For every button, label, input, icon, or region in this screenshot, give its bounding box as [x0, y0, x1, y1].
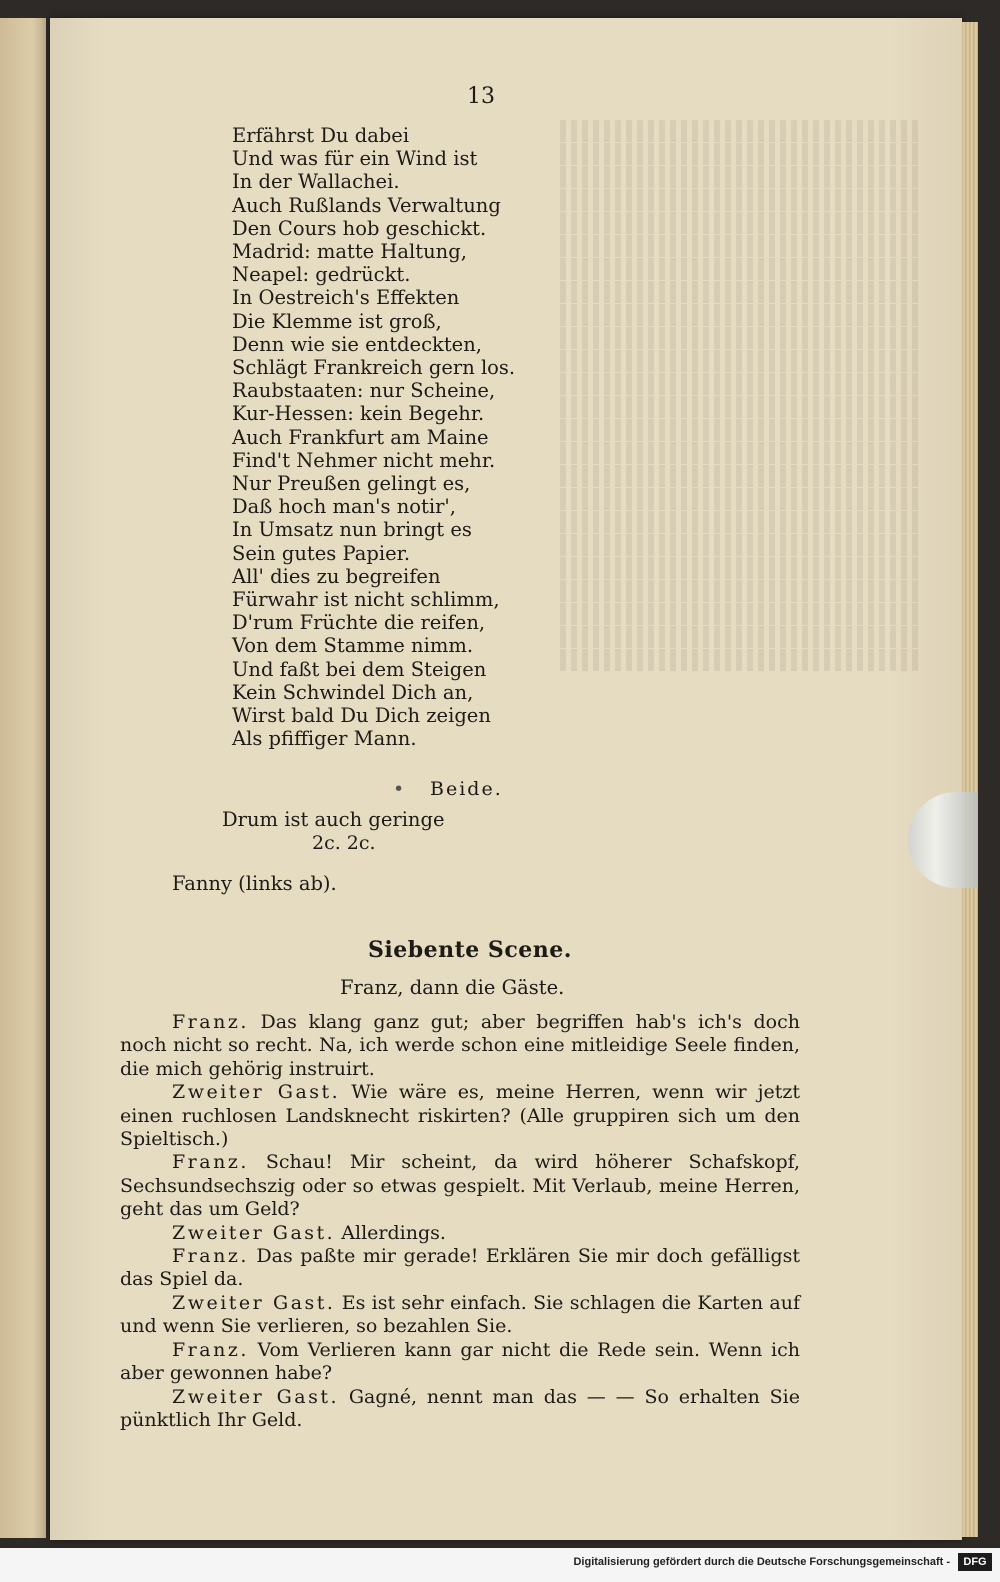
verse-line: Den Cours hob geschickt. — [232, 216, 487, 240]
verse-line: D'rum Früchte die reifen, — [232, 611, 486, 635]
verse-line: Wirst bald Du Dich zeigen — [232, 704, 491, 728]
stage-direction-exit: Fanny (links ab). — [172, 872, 337, 895]
verse-line: Kein Schwindel Dich an, — [232, 680, 474, 704]
refrain-etc: 2c. 2c. — [312, 832, 376, 854]
speech-text: Das paßte mir gerade! Erklären Sie mir doch gefälligst das Spiel da. — [120, 1245, 800, 1291]
dialogue-paragraph — [120, 1339, 800, 1386]
footer-credit: Digitalisierung gefördert durch die Deutsche Forschungsgemeinschaft - — [573, 1556, 950, 1568]
dialogue-paragraph — [120, 1222, 800, 1245]
speaker-name: Franz. — [172, 1245, 249, 1268]
verse-line: Von dem Stamme nimm. — [232, 634, 474, 658]
speech-text: Schau! Mir scheint, da wird höherer Schafskopf, Sechsundsechszig oder so etwas gespielt. Mit Verlaub, meine Herren, geht das um Geld? — [120, 1151, 800, 1221]
speaker-name: Franz. — [172, 1338, 249, 1361]
verse-line: All' dies zu begreifen — [232, 564, 441, 588]
verse-line: In der Wallachei. — [232, 170, 400, 194]
dfg-logo: DFG — [958, 1553, 992, 1571]
speaker-name: Franz. — [172, 1011, 249, 1033]
speaker-name: Franz. — [172, 1151, 249, 1174]
speaker-name: Zweiter Gast. — [172, 1221, 336, 1244]
speech-text: Es ist sehr einfach. Sie schlagen die Karten auf und wenn Sie verlieren, so bezahlen Sie. — [120, 1291, 800, 1338]
verse-line: Fürwahr ist nicht schlimm, — [232, 588, 500, 612]
verse-line: Und was für ein Wind ist — [232, 147, 478, 171]
left-page-edge — [0, 18, 46, 1538]
verse-line: Kur-Hessen: kein Begehr. — [232, 402, 485, 426]
verse-line: In Umsatz nun bringt es — [232, 518, 472, 542]
dialogue-paragraph — [120, 1386, 800, 1433]
dialogue-block — [120, 1011, 800, 1432]
dialogue-paragraph — [120, 1081, 800, 1151]
speech-text: Allerdings. — [341, 1221, 446, 1244]
verse-line: Auch Frankfurt am Maine — [232, 425, 489, 449]
verse-line: Neapel: gedrückt. — [232, 263, 411, 287]
verse-block — [232, 124, 515, 750]
refrain-line: Drum ist auch geringe — [222, 808, 445, 831]
verse-line: Denn wie sie entdeckten, — [232, 332, 482, 356]
page-number: 13 — [467, 84, 495, 109]
speech-text: Wie wäre es, meine Herren, wenn wir jetzt einen ruchlosen Landsknecht riskirten? (Alle gruppiren sich um den Spieltisch.) — [120, 1081, 800, 1151]
scene-subtitle: Franz, dann die Gäste. — [340, 976, 565, 999]
bullet-mark: • — [393, 778, 405, 800]
page-stack-edge — [962, 22, 978, 1537]
verse-line: Schlägt Frankreich gern los. — [232, 356, 516, 380]
dialogue-paragraph — [120, 1292, 800, 1339]
speech-text: Das klang ganz gut; aber begriffen hab's ich's doch noch nicht so recht. Na, ich werde schon eine mitleidige Seele finden, die mich gehörig instruirt. — [120, 1011, 800, 1080]
verse-line: Raubstaaten: nur Scheine, — [232, 379, 496, 403]
verse-line: Daß hoch man's notir', — [232, 495, 456, 519]
verse-line: Auch Rußlands Verwaltung — [232, 193, 501, 217]
verse-line: Find't Nehmer nicht mehr. — [232, 448, 496, 472]
scene-title: Siebente Scene. — [368, 937, 572, 963]
verse-line: Als pfiffiger Mann. — [232, 727, 417, 751]
dialogue-paragraph — [120, 1245, 800, 1292]
verse-line: Madrid: matte Haltung, — [232, 240, 467, 264]
verse-line: Erfährst Du dabei — [232, 124, 410, 147]
verse-line: Und faßt bei dem Steigen — [232, 657, 487, 681]
speaker-name: Zweiter Gast. — [172, 1291, 336, 1314]
speaker-name: Zweiter Gast. — [172, 1081, 341, 1104]
speech-text: Vom Verlieren kann gar nicht die Rede sein. Wenn ich aber gewonnen habe? — [120, 1338, 800, 1385]
verse-line: In Oestreich's Effekten — [232, 286, 460, 310]
speaker-name: Zweiter Gast. — [172, 1385, 340, 1408]
verse-line: Sein gutes Papier. — [232, 541, 411, 565]
verse-line: Die Klemme ist groß, — [232, 309, 442, 333]
speaker-both: Beide. — [430, 778, 503, 800]
verse-line: Nur Preußen gelingt es, — [232, 472, 471, 496]
speech-text: Gagné, nennt man das — — So erhalten Sie pünktlich Ihr Geld. — [120, 1385, 801, 1431]
dialogue-paragraph — [120, 1151, 800, 1221]
dialogue-paragraph — [120, 1011, 800, 1081]
